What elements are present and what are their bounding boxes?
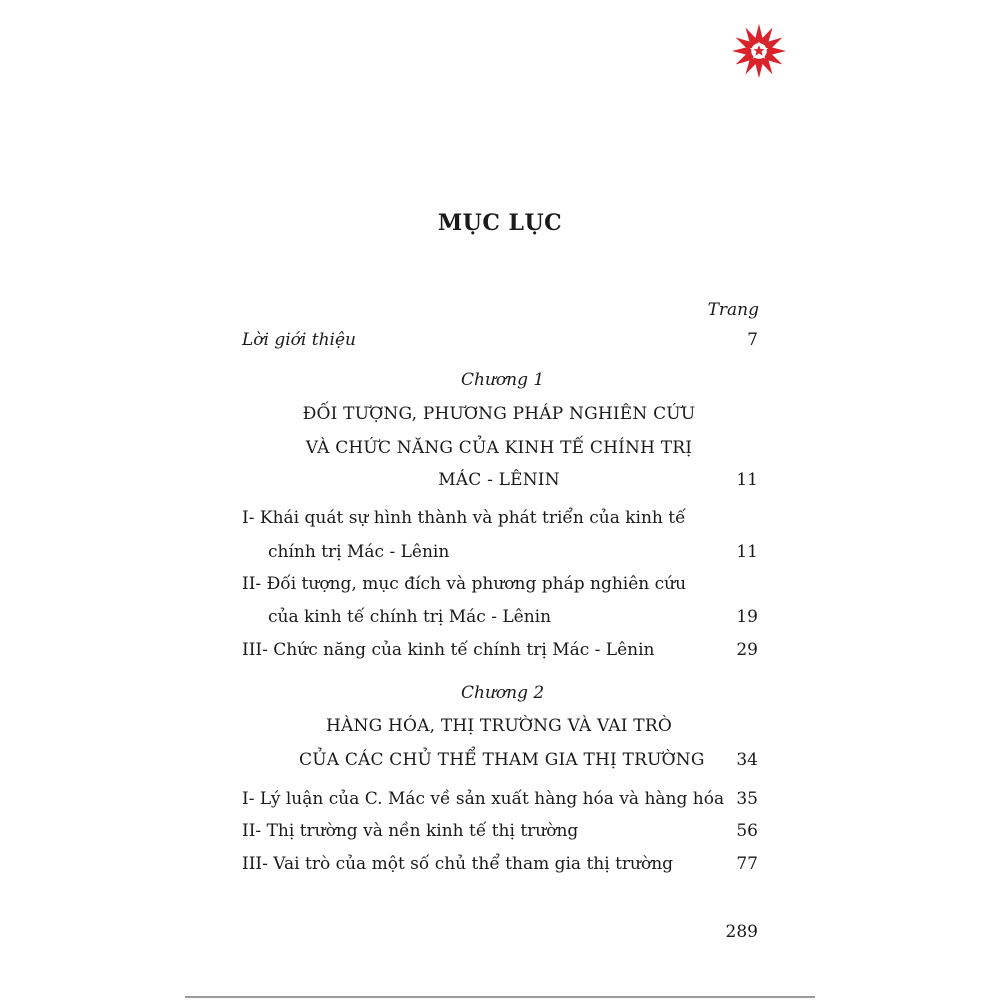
toc-entry-line: chính trị Mác - Lênin [268,542,450,562]
toc-page-number: 11 [736,470,758,490]
toc-page-number: 19 [736,607,758,627]
toc-entry-line: II- Thị trường và nền kinh tế thị trường [242,821,579,841]
toc-entry-line: III- Chức năng của kinh tế chính trị Mác - Lênin [242,640,655,660]
toc-page-number: 7 [747,330,758,350]
toc-page-number: 56 [736,821,758,841]
toc-page-number: 77 [736,854,758,874]
toc-entry-intro: Lời giới thiệu [242,330,356,350]
chapter-1-heading-line: ĐỐI TƯỢNG, PHƯƠNG PHÁP NGHIÊN CỨU [302,404,696,424]
page-bottom-edge [185,996,815,998]
chapter-1-heading-line: VÀ CHỨC NĂNG CỦA KINH TẾ CHÍNH TRỊ [305,438,693,458]
page-number: 289 [725,922,758,942]
chapter-2-label: Chương 2 [461,683,545,703]
chapter-1-label: Chương 1 [461,370,545,390]
page-column-label: Trang [707,300,759,320]
toc-entry-line: II- Đối tượng, mục đích và phương pháp nghiên cứu [242,574,687,594]
page-title: MỤC LỤC [437,210,563,236]
chapter-1-heading-line: MÁC - LÊNIN [438,470,560,490]
toc-entry-line: của kinh tế chính trị Mác - Lênin [268,607,552,627]
toc-entry-line: I- Khái quát sự hình thành và phát triển của kinh tế [242,508,686,528]
toc-page-number: 11 [736,542,758,562]
toc-entry-line: III- Vai trò của một số chủ thể tham gia thị trường [242,854,674,874]
chapter-2-heading-line: HÀNG HÓA, THỊ TRƯỜNG VÀ VAI TRÒ [326,716,672,736]
toc-page-number: 29 [736,640,758,660]
toc-page-number: 34 [736,750,758,770]
toc-entry-line: I- Lý luận của C. Mác về sản xuất hàng hóa và hàng hóa [242,789,725,809]
toc-page-number: 35 [736,789,758,809]
chapter-2-heading-line: CỦA CÁC CHỦ THỂ THAM GIA THỊ TRƯỜNG [299,750,705,770]
publisher-star-logo-icon [730,22,788,80]
